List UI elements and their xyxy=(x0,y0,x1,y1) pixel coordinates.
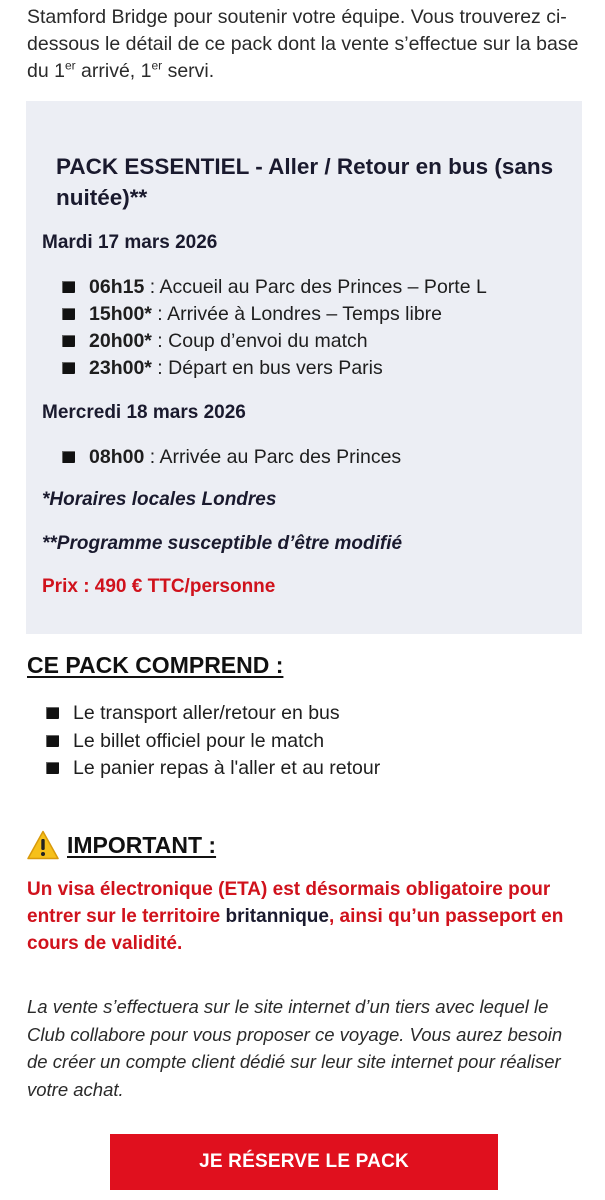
includes-item-text: Le panier repas à l'aller et au retour xyxy=(73,757,381,779)
intro-superscript-1: er xyxy=(64,58,76,73)
day-1-date: Mardi 17 mars 2026 xyxy=(42,232,218,253)
schedule-text: : Coup d’envoi du match xyxy=(151,330,368,352)
includes-item-text: Le transport aller/retour en bus xyxy=(73,702,340,724)
note-local-hours: *Horaires locales Londres xyxy=(42,489,277,510)
square-bullet-icon xyxy=(46,707,59,719)
eta-alert-text-2: britannique xyxy=(225,906,329,927)
schedule-text: : Accueil au Parc des Princes – Porte L xyxy=(144,276,487,298)
square-bullet-icon xyxy=(62,335,75,347)
schedule-text: : Arrivée à Londres – Temps libre xyxy=(151,303,443,325)
schedule-text: : Arrivée au Parc des Princes xyxy=(144,446,402,468)
includes-item xyxy=(46,728,380,756)
square-bullet-icon xyxy=(62,308,75,320)
square-bullet-icon xyxy=(62,362,75,374)
square-bullet-icon xyxy=(46,735,59,747)
includes-heading: CE PACK COMPREND : xyxy=(27,652,284,678)
intro-text-mid: arrivé, 1 xyxy=(75,60,152,82)
important-heading: IMPORTANT : xyxy=(67,832,217,858)
schedule-time: 06h15 xyxy=(89,276,145,298)
schedule-text: : Départ en bus vers Paris xyxy=(151,357,383,379)
includes-item xyxy=(46,755,380,783)
square-bullet-icon xyxy=(62,451,75,463)
schedule-item xyxy=(62,328,487,355)
schedule-item xyxy=(62,301,487,328)
day-2-date: Mercredi 18 mars 2026 xyxy=(42,402,246,423)
schedule-item xyxy=(62,444,401,471)
reserve-pack-button[interactable]: JE RÉSERVE LE PACK xyxy=(110,1134,498,1190)
square-bullet-icon xyxy=(46,762,59,774)
intro-paragraph xyxy=(27,4,587,85)
note-program-change: **Programme susceptible d’être modifié xyxy=(42,533,403,554)
warning-icon xyxy=(27,830,59,860)
schedule-item xyxy=(62,355,487,382)
eta-alert xyxy=(27,876,587,957)
includes-item xyxy=(46,700,380,728)
intro-text: Stamford Bridge pour soutenir votre équipe. Vous trouverez ci-dessous le détail de ce pack dont la vente s’effectue sur la base du 1 xyxy=(27,6,579,82)
schedule-item xyxy=(62,274,487,301)
square-bullet-icon xyxy=(62,281,75,293)
pack-title: PACK ESSENTIEL - Aller / Retour en bus (sans nuitée)** xyxy=(56,154,554,210)
schedule-time: 23h00* xyxy=(89,357,152,379)
includes-list xyxy=(46,700,380,783)
day-1-schedule xyxy=(62,274,487,382)
eta-alert-text-3: , ainsi qu’un passeport en cours de validité. xyxy=(27,906,564,954)
schedule-time: 15h00* xyxy=(89,303,152,325)
includes-item-text: Le billet officiel pour le match xyxy=(73,729,325,752)
intro-superscript-2: er xyxy=(151,58,163,73)
day-2-schedule xyxy=(62,444,401,471)
eta-alert-text-1: Un visa électronique (ETA) est désormais obligatoire pour entrer sur le territoire xyxy=(27,879,551,927)
schedule-time: 08h00 xyxy=(89,446,145,468)
price: Prix : 490 € TTC/personne xyxy=(42,576,276,597)
schedule-time: 20h00* xyxy=(89,330,152,352)
intro-text-end: servi. xyxy=(162,60,215,82)
third-party-info: La vente s’effectuera sur le site internet d’un tiers avec lequel le Club collabore pour vous proposer ce voyage. Vous aurez besoin de créer un compte client dédié sur leur site internet pour réaliser votre achat. xyxy=(27,996,563,1100)
